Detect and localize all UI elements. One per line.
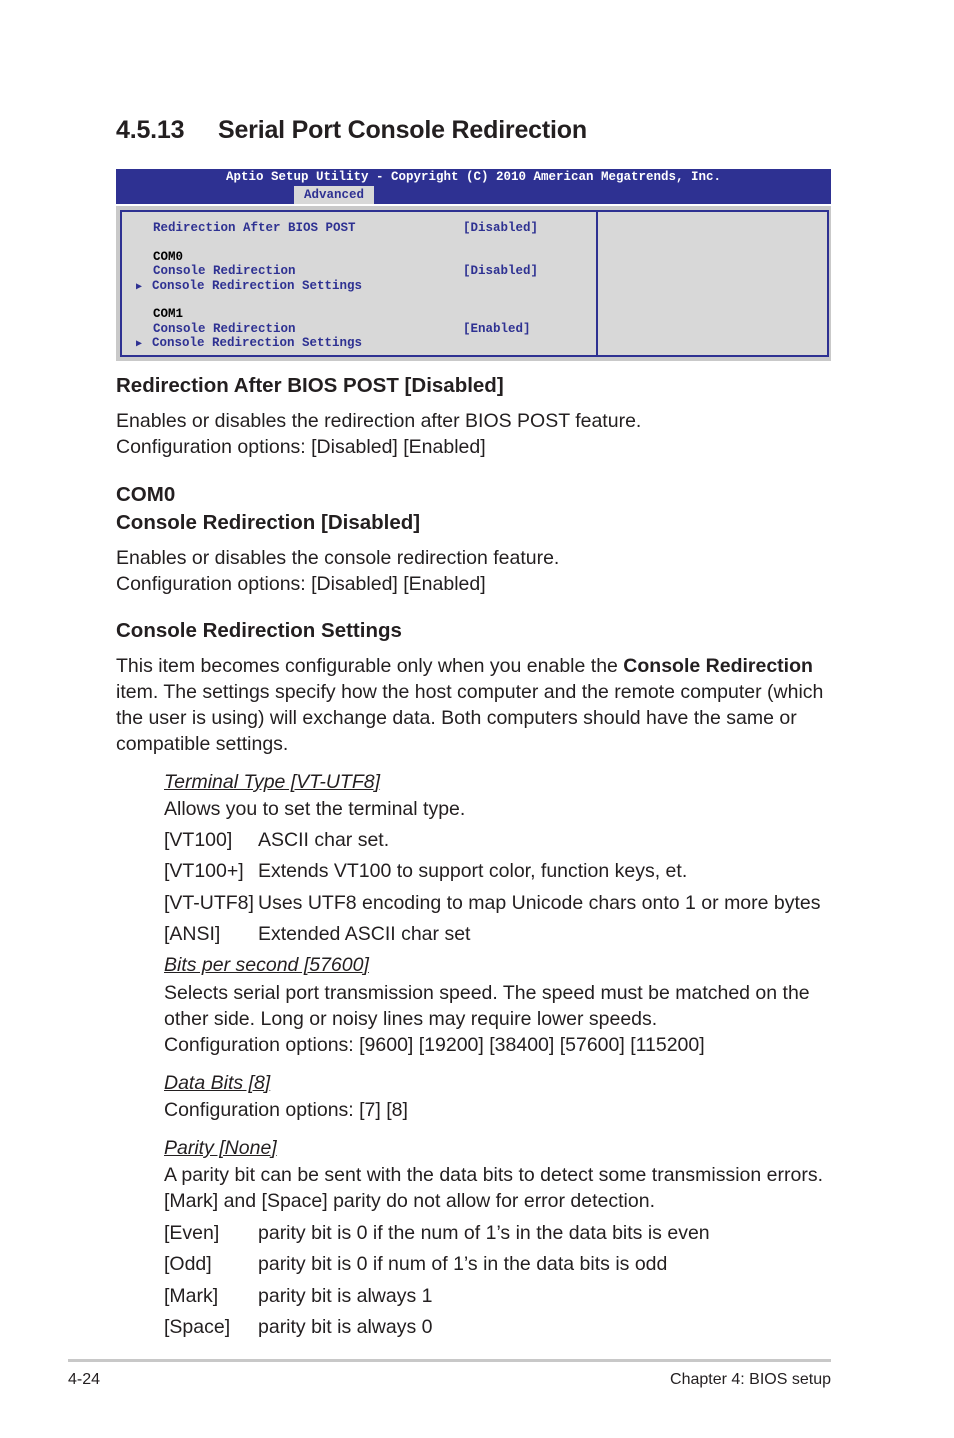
terminal-option-desc: Uses UTF8 encoding to map Unicode chars onto 1 or more bytes: [258, 892, 821, 914]
parity-option-key: [Mark]: [164, 1285, 219, 1307]
bios-item-redirection-label[interactable]: Redirection After BIOS POST: [153, 221, 356, 235]
bios-header-title: Aptio Setup Utility - Copyright (C) 2010 American Megatrends, Inc.: [225, 170, 722, 184]
console-redirection-desc: Enables or disables the console redirection feature.: [116, 547, 560, 569]
settings-para-text: This item becomes configurable only when you enable the: [116, 655, 624, 677]
bios-item-com0-settings[interactable]: Console Redirection Settings: [152, 279, 363, 293]
redirection-options: Configuration options: [Disabled] [Enabled]: [116, 436, 486, 458]
bios-item-com1-settings[interactable]: Console Redirection Settings: [152, 336, 363, 350]
parity-title: Parity [None]: [164, 1137, 277, 1159]
bios-help-panel: [596, 210, 829, 357]
bios-item-redirection-value[interactable]: [Disabled]: [463, 221, 539, 235]
terminal-option-key: [VT100+]: [164, 860, 244, 882]
terminal-option-desc: Extended ASCII char set: [258, 923, 471, 945]
bios-menu-panel: [120, 210, 596, 357]
bios-tab-advanced[interactable]: Advanced: [294, 186, 374, 204]
terminal-option-key: [VT-UTF8]: [164, 892, 254, 914]
bits-per-second-options: Configuration options: [9600] [19200] [38400] [57600] [115200]: [164, 1034, 705, 1056]
settings-para-bold: Console Redirection: [623, 655, 813, 677]
console-redirection-options: Configuration options: [Disabled] [Enabled]: [116, 573, 486, 595]
submenu-arrow-icon: ▶: [136, 282, 143, 293]
data-bits-options: Configuration options: [7] [8]: [164, 1099, 408, 1121]
settings-para-line1: [116, 653, 813, 679]
terminal-option-desc: Extends VT100 to support color, function keys, et.: [258, 860, 688, 882]
terminal-option-key: [VT100]: [164, 829, 233, 851]
terminal-option-desc: ASCII char set.: [258, 829, 390, 851]
console-redirection-heading: Console Redirection [Disabled]: [116, 511, 421, 534]
footer-divider: [68, 1359, 831, 1362]
bios-group-com1: COM1: [153, 307, 184, 321]
section-title: Serial Port Console Redirection: [218, 116, 587, 144]
parity-line1: A parity bit can be sent with the data bits to detect some transmission errors.: [164, 1164, 823, 1186]
page-number: 4-24: [68, 1371, 101, 1388]
bios-item-com1-console-value[interactable]: [Enabled]: [463, 322, 531, 336]
parity-option-desc: parity bit is 0 if num of 1’s in the data bits is odd: [258, 1253, 668, 1275]
terminal-type-title: Terminal Type [VT-UTF8]: [164, 771, 381, 793]
bios-header-bar: [116, 169, 831, 204]
bios-item-com0-console-label[interactable]: Console Redirection: [153, 264, 296, 278]
bios-item-com0-console-value[interactable]: [Disabled]: [463, 264, 539, 278]
parity-option-key: [Odd]: [164, 1253, 212, 1275]
parity-option-desc: parity bit is always 1: [258, 1285, 433, 1307]
bits-per-second-line2: other side. Long or noisy lines may require lower speeds.: [164, 1008, 658, 1030]
parity-line2: [Mark] and [Space] parity do not allow for error detection.: [164, 1190, 655, 1212]
section-heading: [116, 116, 587, 145]
settings-heading: Console Redirection Settings: [116, 619, 402, 642]
com0-heading: COM0: [116, 483, 176, 506]
redirection-heading: Redirection After BIOS POST [Disabled]: [116, 374, 504, 397]
settings-para-line2: item. The settings specify how the host computer and the remote computer (which: [116, 681, 824, 703]
terminal-type-desc: Allows you to set the terminal type.: [164, 798, 466, 820]
parity-option-key: [Even]: [164, 1222, 220, 1244]
settings-para-line4: compatible settings.: [116, 733, 289, 755]
data-bits-title: Data Bits [8]: [164, 1072, 271, 1094]
bios-item-com1-console-label[interactable]: Console Redirection: [153, 322, 296, 336]
redirection-desc: Enables or disables the redirection after BIOS POST feature.: [116, 410, 642, 432]
bits-per-second-line1: Selects serial port transmission speed. The speed must be matched on the: [164, 982, 810, 1004]
submenu-arrow-icon: ▶: [136, 339, 143, 350]
bios-screen: [116, 206, 831, 361]
parity-option-desc: parity bit is 0 if the num of 1’s in the data bits is even: [258, 1222, 710, 1244]
bios-group-com0: COM0: [153, 250, 184, 264]
section-number: 4.5.13: [116, 116, 185, 144]
settings-para-line3: the user is using) will exchange data. Both computers should have the same or: [116, 707, 797, 729]
chapter-label: Chapter 4: BIOS setup: [670, 1371, 831, 1388]
terminal-option-key: [ANSI]: [164, 923, 221, 945]
parity-option-desc: parity bit is always 0: [258, 1316, 433, 1338]
bits-per-second-title: Bits per second [57600]: [164, 954, 369, 976]
parity-option-key: [Space]: [164, 1316, 231, 1338]
